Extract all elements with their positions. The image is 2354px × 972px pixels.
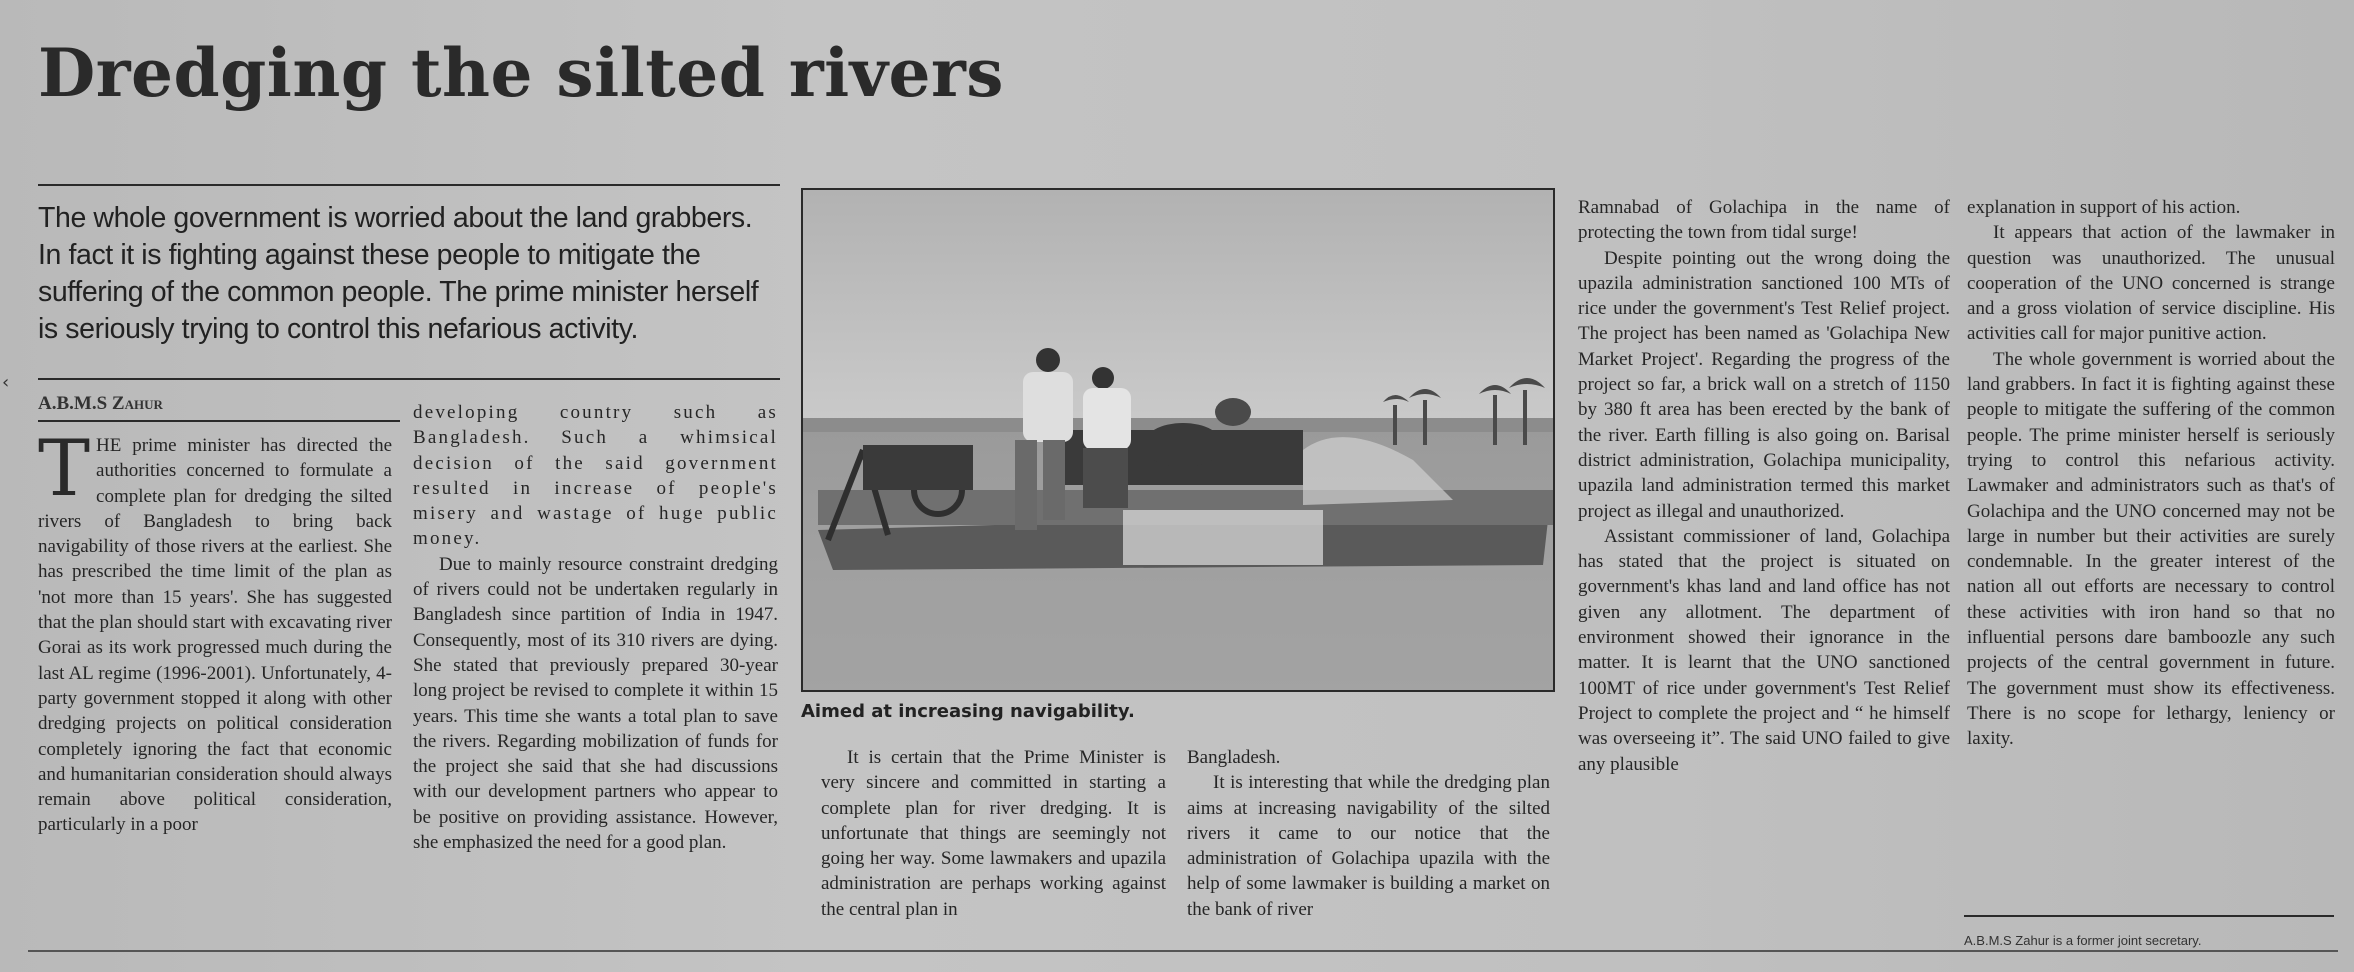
- page-bottom-rule: [28, 950, 2338, 952]
- dredging-photo-illustration: [803, 190, 1553, 690]
- article-column-2: [413, 400, 778, 855]
- headline: Dredging the silted rivers: [38, 34, 1004, 112]
- byline: A.B.M.S Zahur: [38, 393, 163, 414]
- photo-caption: Aimed at increasing navigability.: [801, 701, 1135, 722]
- article-paragraph: explanation in support of his action.: [1967, 197, 2241, 218]
- article-paragraph: It is interesting that while the dredging plan aims at increasing navigability of the silted rivers it came to our notice that the administration of Golachipa upazila with the help of some lawmaker is building a market on the bank of river: [1187, 772, 1550, 920]
- article-column-5: [1578, 195, 1950, 777]
- article-paragraph: THE prime minister has directed the authorities concerned to formulate a complete plan for dredging the silted rivers of Bangladesh to bring back navigability of those rivers at the earliest. She has prescribed the time limit of the plan as 'not more than 15 years'. She has suggested that the plan should start with excavating river Gorai as its work progressed much during the last AL regime (1996-2001). Unfortunately, 4-party government stopped it along with other dredging projects on political consideration completely ignoring the fact that economic and humanitarian consideration should always remain above political consideration, particularly in a poor: [38, 424, 392, 836]
- news-photo: [801, 188, 1555, 692]
- article-column-3: [821, 745, 1166, 922]
- article-column-6: [1967, 195, 2335, 752]
- article-paragraph: Despite pointing out the wrong doing the upazila administration sanctioned 100 MTs of rice under the government's Test Relief project. The project has been named as 'Golachipa New Market Project'. Regarding the progress of the project so far, a brick wall on a stretch of 1150 by 380 ft area has been erected by the bank of the river. Earth filling is also going on. Barisal district administration, Golachipa municipality, upazila land administration termed this market project as illegal and unauthorized.: [1578, 247, 1950, 522]
- article-paragraph: Assistant commissioner of land, Golachipa has stated that the project is situated on government's khas land and land office has not given any allotment. The department of environment showed their ignorance in the matter. It is learnt that the UNO sanctioned 100MT of rice under government's Test Relief Project to complete the project and “ he himself was overseeing it”. The said UNO failed to give any plausible: [1578, 525, 1950, 775]
- article-paragraph: The whole government is worried about the land grabbers. In fact it is fighting against these people to mitigate the suffering of the common people. The prime minister herself is seriously trying to control this nefarious activity. Lawmaker and administrators such as that's of Golachipa and the UNO concerned may not be large in number but their activities are surely condemnable. In the greater interest of the nation all out efforts are necessary to control these activities with iron hand so that no influential persons dare bamboozle any such projects of the central government in future. The government must show its effectiveness. There is no scope for lethargy, leniency or laxity.: [1967, 348, 2335, 750]
- author-bio: A.B.M.S Zahur is a former joint secretary.: [1964, 933, 2202, 948]
- margin-mark: ‹: [2, 372, 10, 393]
- article-paragraph: It is certain that the Prime Minister is very sincere and committed in starting a complete plan for river dredging. It is unfortunate that things are seemingly not going her way. Some lawmakers and upazila administration are perhaps working against the central plan in: [821, 747, 1166, 920]
- article-paragraph: developing country such as Bangladesh. Such a whimsical decision of the said government resulted in increase of people's misery and wastage of huge public money.: [413, 402, 778, 550]
- deck-bottom-rule: [38, 378, 780, 380]
- byline-rule: [38, 420, 400, 422]
- bio-rule: [1964, 915, 2334, 917]
- article-column-4: [1187, 745, 1550, 922]
- article-paragraph: Due to mainly resource constraint dredging of rivers could not be undertaken regularly in Bangladesh since partition of India in 1947. Consequently, most of its 310 rivers are dying. She stated that previously prepared 30-year long project be revised to complete it within 15 years. This time she wants a total plan to save the rivers. Regarding mobilization of funds for the project she said that she had discussions with our development partners who appear to be positive on providing assistance. However, she emphasized the need for a good plan.: [413, 553, 778, 854]
- article-column-1: [38, 424, 392, 838]
- article-paragraph: It appears that action of the lawmaker in question was unauthorized. The unusual cooperation of the UNO concerned is strange and a gross violation of service discipline. His activities call for major punitive action.: [1967, 222, 2335, 345]
- deck-top-rule: [38, 184, 780, 186]
- deck-summary: The whole government is worried about the land grabbers. In fact it is fighting against these people to mitigate the suffering of the common people. The prime minister herself is seriously trying to control this nefarious activity.: [38, 202, 759, 345]
- article-paragraph: Bangladesh.: [1187, 747, 1281, 768]
- article-paragraph: Ramnabad of Golachipa in the name of protecting the town from tidal surge!: [1578, 197, 1950, 244]
- drop-cap: T: [38, 424, 91, 514]
